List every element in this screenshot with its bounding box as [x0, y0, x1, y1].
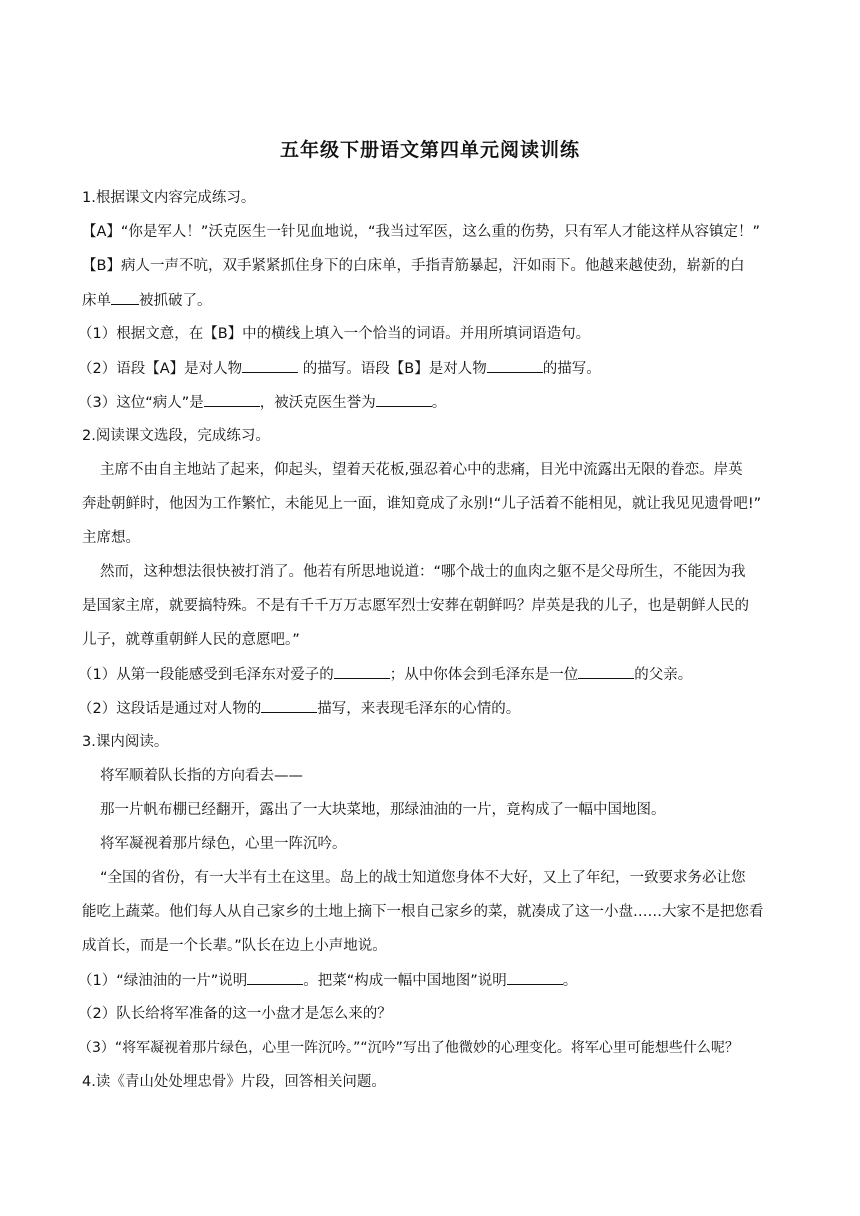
fill-blank[interactable] — [487, 358, 543, 373]
fill-blank[interactable] — [242, 358, 298, 373]
fill-blank[interactable] — [507, 970, 563, 985]
q3-para-4-line-3: 成首长，而是一个长辈。”队长在边上小声地说。 — [82, 938, 387, 954]
fill-blank[interactable] — [111, 290, 139, 305]
q3-para-1: 将军顺着队长指的方向看去—— — [100, 768, 303, 784]
page-title: 五年级下册语文第四单元阅读训练 — [279, 139, 580, 161]
fill-blank[interactable] — [247, 970, 303, 985]
q3-sub-1-text-c: 。 — [562, 973, 578, 989]
q1-sub-3 — [78, 392, 778, 413]
q2-sub-2 — [78, 698, 778, 719]
q2-para1-line-2: 奔赴朝鲜时，他因为工作繁忙，未能见上一面，谁知竟成了永别!“儿子活着不能相见，就让我见见遗骨吧!” — [82, 496, 762, 512]
q2-para2-line-2: 是国家主席，就要搞特殊。不是有千千万万志愿军烈士安葬在朝鲜吗？岸英是我的儿子，也是朝鲜人民的 — [82, 598, 749, 614]
q3-sub-1-text-b: 。把菜“构成一幅中国地图”说明 — [303, 973, 507, 989]
q2-para2-line-3: 儿子，就尊重朝鲜人民的意愿吧。” — [82, 632, 300, 648]
q3-para-4-line-1: “全国的省份，有一大半有土在这里。岛上的战士知道您身体不大好，又上了年纪，一致要求务必让您 — [100, 870, 746, 886]
question-4-heading: 4.读《青山处处埋忠骨》片段，回答相关问题。 — [82, 1074, 386, 1090]
q1-sub-2 — [78, 358, 778, 379]
q1-sub-3-text-c: 。 — [431, 395, 447, 411]
fill-blank[interactable] — [578, 664, 634, 679]
q2-sub-1 — [78, 664, 778, 685]
q2-para1-line-1: 主席不由自主地站了起来，仰起头，望着天花板,强忍着心中的悲痛，目光中流露出无限的眷恋。岸英 — [100, 462, 743, 478]
q3-sub-1-text-a: （1）“绿油油的一片”说明 — [78, 973, 248, 989]
q3-sub-3: （3）“将军凝视着那片绿色，心里一阵沉吟。”“沉吟”写出了他微妙的心理变化。将军心里可能想些什么呢？ — [78, 1040, 739, 1056]
passage-b-text-post: 被抓破了。 — [139, 293, 212, 309]
q2-sub-1-text-b: ；从中你体会到毛泽东是一位 — [389, 667, 579, 683]
fill-blank[interactable] — [334, 664, 390, 679]
q1-sub-1: （1）根据文意，在【B】中的横线上填入一个恰当的词语。并用所填词语造句。 — [78, 326, 591, 342]
q3-para-2: 那一片帆布棚已经翻开，露出了一大块菜地，那绿油油的一片，竟构成了一幅中国地图。 — [100, 802, 666, 818]
passage-b-line-2 — [82, 290, 782, 311]
q1-sub-3-text-a: （3）这位“病人”是 — [78, 395, 204, 411]
question-2-heading: 2.阅读课文选段，完成练习。 — [82, 428, 270, 444]
q1-sub-2-text-c: 的描写。 — [542, 361, 601, 377]
fill-blank[interactable] — [261, 698, 317, 713]
passage-b-line-1: 【B】病人一声不吭，双手紧紧抓住身下的白床单，手指青筋暴起，汗如雨下。他越来越使劲，崭新的白 — [82, 258, 745, 274]
passage-a: 【A】“你是军人！”沃克医生一针见血地说，“我当过军医，这么重的伤势，只有军人才能这样从容镇定！” — [82, 224, 760, 240]
fill-blank[interactable] — [204, 392, 260, 407]
q2-sub-1-text-a: （1）从第一段能感受到毛泽东对爱子的 — [78, 667, 334, 683]
fill-blank[interactable] — [376, 392, 432, 407]
q2-sub-1-text-c: 的父亲。 — [634, 667, 693, 683]
q2-para1-line-3: 主席想。 — [82, 530, 140, 546]
q2-para2-line-1: 然而，这种想法很快被打消了。他若有所思地说道：“哪个战士的血肉之躯不是父母所生，不能因为我 — [100, 564, 746, 580]
q1-sub-2-text-b: 的描写。语段【B】是对人物 — [298, 361, 487, 377]
passage-b-text-pre: 床单 — [82, 293, 111, 309]
question-3-heading: 3.课内阅读。 — [82, 734, 169, 750]
q3-para-4-line-2: 能吃上蔬菜。他们每人从自己家乡的土地上摘下一根自己家乡的菜，就凑成了这一小盘……大家不是把您看 — [82, 904, 764, 920]
q1-sub-2-text-a: （2）语段【A】是对人物 — [78, 361, 243, 377]
q3-sub-2: （2）队长给将军准备的这一小盘才是怎么来的？ — [78, 1006, 392, 1022]
q3-para-3: 将军凝视着那片绿色，心里一阵沉吟。 — [100, 836, 347, 852]
q2-sub-2-text-b: 描写，来表现毛泽东的心情的。 — [317, 701, 521, 717]
q1-sub-3-text-b: ，被沃克医生誉为 — [259, 395, 376, 411]
q3-sub-1 — [78, 970, 778, 991]
question-1-heading: 1.根据课文内容完成练习。 — [82, 190, 256, 206]
q2-sub-2-text-a: （2）这段话是通过对人物的 — [78, 701, 262, 717]
